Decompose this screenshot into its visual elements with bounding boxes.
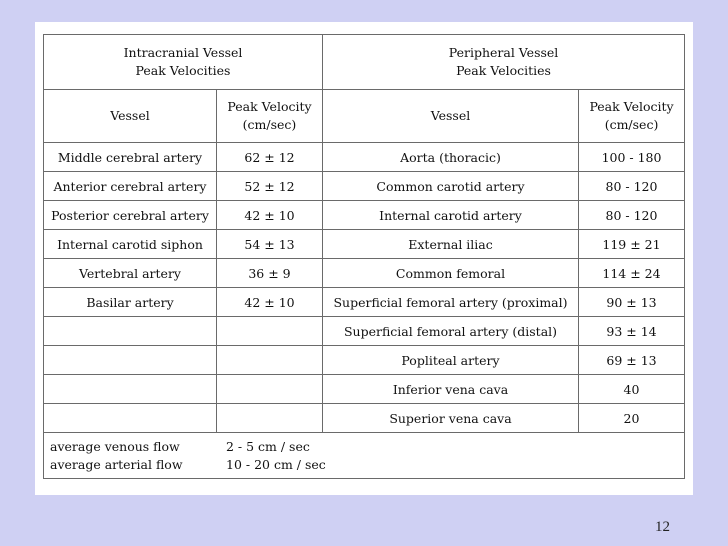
left-velocity-cell: 54 ± 13: [217, 230, 323, 259]
intracranial-subtitle: Peak Velocities: [135, 63, 231, 78]
right-vessel-cell: Inferior vena cava: [323, 375, 579, 404]
left-velocity-cell: [217, 346, 323, 375]
right-velocity-cell: 114 ± 24: [579, 259, 685, 288]
left-vessel-cell: [44, 317, 217, 346]
left-velocity-cell: 62 ± 12: [217, 143, 323, 172]
right-vessel-cell: Internal carotid artery: [323, 201, 579, 230]
left-velocity-cell: 36 ± 9: [217, 259, 323, 288]
left-vessel-cell: [44, 375, 217, 404]
left-vessel-cell: [44, 404, 217, 433]
left-vessel-cell: Basilar artery: [44, 288, 217, 317]
left-vessel-header: Vessel: [44, 90, 217, 143]
right-velocity-cell: 20: [579, 404, 685, 433]
intracranial-group-header: [44, 35, 323, 90]
right-velocity-cell: 80 - 120: [579, 201, 685, 230]
table-row: [44, 172, 685, 201]
right-vessel-cell: Superficial femoral artery (proximal): [323, 288, 579, 317]
table-row: [44, 230, 685, 259]
left-velocity-cell: [217, 317, 323, 346]
right-vessel-cell: Aorta (thoracic): [323, 143, 579, 172]
left-vessel-cell: Anterior cerebral artery: [44, 172, 217, 201]
venous-flow-label: average venous flow: [50, 438, 180, 454]
peripheral-subtitle: Peak Velocities: [456, 63, 551, 78]
right-peak-header-unit: (cm/sec): [604, 117, 659, 132]
table-row: [44, 201, 685, 230]
left-vessel-cell: Vertebral artery: [44, 259, 217, 288]
table-row: [44, 259, 685, 288]
venous-flow-value: 2 - 5 cm / sec: [226, 438, 310, 454]
left-peak-header: [217, 90, 323, 143]
right-vessel-cell: Superficial femoral artery (distal): [323, 317, 579, 346]
right-velocity-cell: 40: [579, 375, 685, 404]
left-peak-header-label: Peak Velocity: [227, 99, 312, 114]
right-vessel-cell: Common femoral: [323, 259, 579, 288]
right-velocity-cell: 93 ± 14: [579, 317, 685, 346]
left-vessel-cell: Posterior cerebral artery: [44, 201, 217, 230]
table-row: [44, 317, 685, 346]
right-velocity-cell: 80 - 120: [579, 172, 685, 201]
column-header-row: [44, 90, 685, 143]
right-velocity-cell: 69 ± 13: [579, 346, 685, 375]
right-velocity-cell: 90 ± 13: [579, 288, 685, 317]
table-row: [44, 404, 685, 433]
peripheral-title: Peripheral Vessel: [448, 45, 559, 60]
left-velocity-cell: 52 ± 12: [217, 172, 323, 201]
slide-content: [35, 22, 693, 495]
flow-summary-cell: [44, 433, 685, 479]
right-vessel-cell: External iliac: [323, 230, 579, 259]
left-velocity-cell: 42 ± 10: [217, 288, 323, 317]
flow-summary: [50, 438, 682, 474]
left-vessel-cell: [44, 346, 217, 375]
right-vessel-cell: Superior vena cava: [323, 404, 579, 433]
peripheral-group-header: [323, 35, 685, 90]
page-number: 12: [655, 519, 670, 535]
table-row: [44, 346, 685, 375]
right-vessel-header: Vessel: [323, 90, 579, 143]
table-row: [44, 375, 685, 404]
right-vessel-cell: Common carotid artery: [323, 172, 579, 201]
peak-velocity-table: [43, 34, 685, 479]
left-velocity-cell: [217, 404, 323, 433]
intracranial-title: Intracranial Vessel: [123, 45, 243, 60]
table-row: [44, 143, 685, 172]
group-header-row: [44, 35, 685, 90]
arterial-flow-label: average arterial flow: [50, 456, 183, 472]
right-vessel-cell: Popliteal artery: [323, 346, 579, 375]
right-velocity-cell: 119 ± 21: [579, 230, 685, 259]
left-peak-header-unit: (cm/sec): [242, 117, 297, 132]
left-velocity-cell: 42 ± 10: [217, 201, 323, 230]
right-peak-header-label: Peak Velocity: [589, 99, 674, 114]
left-vessel-cell: Middle cerebral artery: [44, 143, 217, 172]
left-vessel-cell: Internal carotid siphon: [44, 230, 217, 259]
flow-summary-row: [44, 433, 685, 479]
right-velocity-cell: 100 - 180: [579, 143, 685, 172]
table-row: [44, 288, 685, 317]
left-velocity-cell: [217, 375, 323, 404]
right-peak-header: [579, 90, 685, 143]
arterial-flow-value: 10 - 20 cm / sec: [226, 456, 326, 472]
